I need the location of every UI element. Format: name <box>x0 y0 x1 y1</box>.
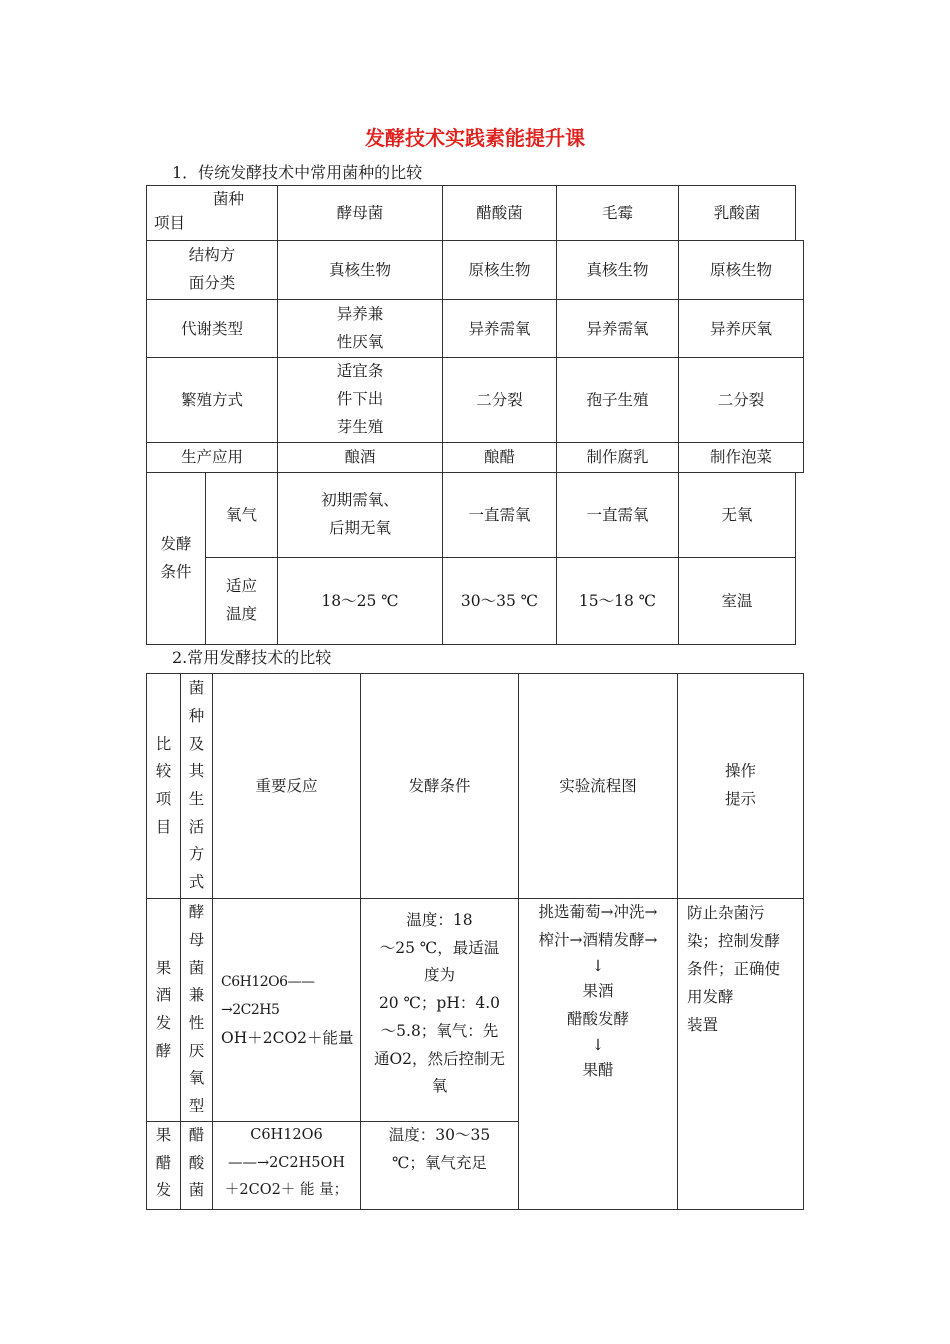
table-cell: 异养需氧 <box>442 299 557 358</box>
table-cell: 真核生物 <box>277 240 443 300</box>
table-cell: 18～25 ℃ <box>277 557 443 645</box>
table-cell: 真核生物 <box>556 240 679 300</box>
header-item-label: 项目 <box>154 214 186 232</box>
vinegar-reaction-cell: C6H12O6 ——→2C2H5OH ＋2CO2＋ 能 量； <box>212 1121 361 1210</box>
document-title: 发酵技术实践素能提升课 <box>365 126 585 150</box>
table-cell: 制作腐乳 <box>556 442 679 473</box>
wine-reaction-line1: C6H12O6——→2C2H5 <box>221 974 315 1018</box>
section1-heading: 1．传统发酵技术中常用菌种的比较 <box>172 163 423 182</box>
flow-step-select-wash: 挑选葡萄→冲洗→ <box>538 903 658 921</box>
row-label-wine-fermentation: 果 酒 发 酵 <box>146 898 181 1122</box>
header-compare-item: 比 较 项 目 <box>146 673 181 899</box>
table-cell: 无氧 <box>678 472 796 558</box>
operation-tips-cell: 防止杂菌污 染；控制发酵 条件；正确使 用发酵 装置 <box>677 898 804 1210</box>
table-cell: 原核生物 <box>678 240 804 300</box>
table-cell: 酿酒 <box>277 442 443 473</box>
table-cell: 15～18 ℃ <box>556 557 679 645</box>
header-fermentation-condition: 发酵条件 <box>360 673 519 899</box>
row-label-fermentation-conditions: 发酵 条件 <box>146 472 206 645</box>
row-label-application: 生产应用 <box>146 442 278 473</box>
table-cell: 30～35 ℃ <box>442 557 557 645</box>
header-key-reaction: 重要反应 <box>212 673 361 899</box>
vinegar-condition-cell: 温度：30～35 ℃；氧气充足 <box>360 1121 519 1210</box>
column-header-mucor: 毛霉 <box>556 185 679 241</box>
table-cell: 孢子生殖 <box>556 357 679 443</box>
header-strain-label: 菌种 <box>213 190 245 208</box>
flow-step-acetic-ferment: 醋酸发酵 <box>566 1009 629 1028</box>
flow-step-vinegar: 果醋 <box>582 1061 614 1079</box>
table-cell: 异养兼 性厌氧 <box>277 299 443 358</box>
table-cell: 原核生物 <box>442 240 557 300</box>
header-operation-tips: 操作 提示 <box>677 673 804 899</box>
row-label-oxygen: 氧气 <box>205 472 278 558</box>
table-cell: 二分裂 <box>678 357 804 443</box>
table-cell: 初期需氧、 后期无氧 <box>277 472 443 558</box>
flow-step-wine: 果酒 <box>582 982 614 1000</box>
header-strain-lifestyle: 菌 种 及 其 生 活 方 式 <box>180 673 213 899</box>
row-label-vinegar-fermentation: 果 醋 发 <box>146 1121 181 1210</box>
table-cell: 一直需氧 <box>556 472 679 558</box>
table-cell: 制作泡菜 <box>678 442 804 473</box>
wine-strain-cell: 酵 母 菌 兼 性 厌 氧 型 <box>180 898 213 1122</box>
table-cell: 异养需氧 <box>556 299 679 358</box>
column-header-acetobacter: 醋酸菌 <box>442 185 557 241</box>
flow-arrow-down-icon: ↓ <box>591 1036 605 1054</box>
table-cell: 酿醋 <box>442 442 557 473</box>
flow-chart-cell <box>518 898 678 1210</box>
column-header-lactobacillus: 乳酸菌 <box>678 185 796 241</box>
table-cell: 一直需氧 <box>442 472 557 558</box>
flow-arrow-down-icon: ↓ <box>591 957 605 975</box>
wine-condition-cell: 温度：18 ～25 ℃，最适温 度为 20 ℃；pH：4.0 ～5.8；氧气：先 通O2，然后控制无 氧 <box>360 898 519 1122</box>
wine-reaction-cell <box>212 898 361 1122</box>
flow-step-juice-ferment: 榨汁→酒精发酵→ <box>538 930 658 949</box>
column-header-yeast: 酵母菌 <box>277 185 443 241</box>
row-label-metabolism: 代谢类型 <box>146 299 278 358</box>
table-cell: 室温 <box>678 557 796 645</box>
row-label-structure: 结构方 面分类 <box>146 240 278 300</box>
header-flow-chart: 实验流程图 <box>518 673 678 899</box>
row-label-temperature: 适应 温度 <box>205 557 278 645</box>
diagonal-header-cell <box>146 185 278 241</box>
section2-heading: 2.常用发酵技术的比较 <box>172 648 332 667</box>
wine-reaction-line2: OH＋2CO2＋能量 <box>221 1029 354 1047</box>
table-cell: 适宜条 件下出 芽生殖 <box>277 357 443 443</box>
table-cell: 异养厌氧 <box>678 299 804 358</box>
vinegar-strain-cell: 醋 酸 菌 <box>180 1121 213 1210</box>
table-cell: 二分裂 <box>442 357 557 443</box>
row-label-reproduction: 繁殖方式 <box>146 357 278 443</box>
